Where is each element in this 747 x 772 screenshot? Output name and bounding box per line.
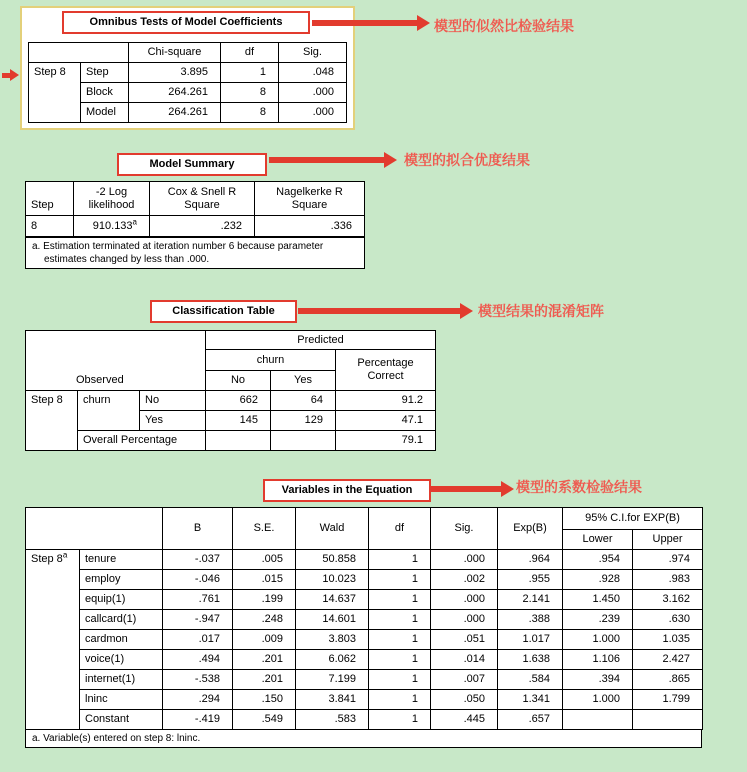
sig-value: .445 — [431, 710, 498, 730]
exp-b-value: .584 — [498, 670, 563, 690]
wald-value: 50.858 — [296, 550, 369, 570]
percentage-correct-header: Percentage Correct — [336, 350, 436, 391]
sig-value: .007 — [431, 670, 498, 690]
lower-value — [563, 710, 633, 730]
wald-value: 6.062 — [296, 650, 369, 670]
cox-snell-value: .232 — [150, 216, 255, 237]
upper-value: 3.162 — [633, 590, 703, 610]
model-summary-annotation-arrow — [269, 152, 397, 168]
se-value: .009 — [233, 630, 296, 650]
model-summary-annotation: 模型的拟合优度结果 — [404, 152, 530, 168]
exp-b-value: .388 — [498, 610, 563, 630]
ci-group-header: 95% C.I.for EXP(B) — [563, 508, 703, 530]
arrow-head-icon — [460, 303, 473, 319]
exp-b-value: 1.341 — [498, 690, 563, 710]
exp-b-value: 1.017 — [498, 630, 563, 650]
se-value: .201 — [233, 670, 296, 690]
pct-correct-value: 91.2 — [336, 391, 436, 411]
lower-value: 1.000 — [563, 630, 633, 650]
variable-name: voice(1) — [80, 650, 163, 670]
b-value: .017 — [163, 630, 233, 650]
b-header: B — [163, 508, 233, 550]
variables-step-label — [26, 550, 80, 730]
df-value: 1 — [221, 63, 279, 83]
lower-value: 1.106 — [563, 650, 633, 670]
variable-name: tenure — [80, 550, 163, 570]
wald-value: 10.023 — [296, 570, 369, 590]
wald-value: .583 — [296, 710, 369, 730]
lower-value: .928 — [563, 570, 633, 590]
b-value: .761 — [163, 590, 233, 610]
omnibus-annotation-arrow — [312, 15, 430, 31]
empty-cell — [206, 431, 271, 451]
sig-value: .050 — [431, 690, 498, 710]
omnibus-annotation: 模型的似然比检验结果 — [434, 18, 574, 34]
sig-value: .000 — [279, 103, 347, 123]
df-header: df — [221, 43, 279, 63]
lower-value: .239 — [563, 610, 633, 630]
variable-name: lninc — [80, 690, 163, 710]
churn-column-group-header: churn — [206, 350, 336, 371]
sig-value: .002 — [431, 570, 498, 590]
df-value: 1 — [369, 670, 431, 690]
upper-value: .974 — [633, 550, 703, 570]
omnibus-row-label: Model — [81, 103, 129, 123]
classification-annotation: 模型结果的混淆矩阵 — [478, 303, 604, 319]
upper-value: .865 — [633, 670, 703, 690]
upper-header: Upper — [633, 530, 703, 550]
lower-header: Lower — [563, 530, 633, 550]
arrow-shaft — [431, 486, 501, 492]
df-value: 1 — [369, 550, 431, 570]
sig-value: .051 — [431, 630, 498, 650]
chi-square-value: 3.895 — [129, 63, 221, 83]
df-value: 1 — [369, 610, 431, 630]
lower-value: 1.000 — [563, 690, 633, 710]
df-header: df — [369, 508, 431, 550]
observed-yes-label: Yes — [140, 411, 206, 431]
chi-square-header: Chi-square — [129, 43, 221, 63]
se-value: .201 — [233, 650, 296, 670]
df-value: 1 — [369, 710, 431, 730]
arrow-shaft — [269, 157, 384, 163]
b-value: .494 — [163, 650, 233, 670]
df-value: 1 — [369, 690, 431, 710]
se-value: .549 — [233, 710, 296, 730]
upper-value — [633, 710, 703, 730]
wald-value: 3.803 — [296, 630, 369, 650]
observed-header: Observed — [26, 331, 206, 391]
variable-name: Constant — [80, 710, 163, 730]
nagelkerke-value: .336 — [255, 216, 365, 237]
log-likelihood-header: -2 Log likelihood — [74, 182, 150, 216]
exp-b-value: .964 — [498, 550, 563, 570]
variable-name: internet(1) — [80, 670, 163, 690]
b-value: -.037 — [163, 550, 233, 570]
exp-b-value: 2.141 — [498, 590, 563, 610]
classification-title: Classification Table — [150, 300, 297, 323]
sig-header: Sig. — [431, 508, 498, 550]
step-pointer-arrow — [2, 69, 19, 81]
arrow-shaft — [2, 73, 10, 78]
wald-value: 3.841 — [296, 690, 369, 710]
classification-step-label: Step 8 — [26, 391, 78, 451]
model-summary-footnote: a. Estimation terminated at iteration number 6 because parameter estimates changed by less than .000. — [25, 237, 365, 269]
churn-row-dim-label: churn — [78, 391, 140, 431]
b-value: -.538 — [163, 670, 233, 690]
step-header: Step — [26, 182, 74, 216]
classification-annotation-arrow — [298, 303, 473, 319]
pred-no-value: 662 — [206, 391, 271, 411]
sig-value: .014 — [431, 650, 498, 670]
lower-value: 1.450 — [563, 590, 633, 610]
se-value: .199 — [233, 590, 296, 610]
df-value: 8 — [221, 83, 279, 103]
se-value: .150 — [233, 690, 296, 710]
df-value: 1 — [369, 590, 431, 610]
variables-title: Variables in the Equation — [263, 479, 431, 502]
sig-value: .000 — [431, 550, 498, 570]
df-value: 1 — [369, 630, 431, 650]
empty-cell — [271, 431, 336, 451]
pred-no-value: 145 — [206, 411, 271, 431]
sig-header: Sig. — [279, 43, 347, 63]
df-value: 1 — [369, 650, 431, 670]
lower-value: .394 — [563, 670, 633, 690]
upper-value: 2.427 — [633, 650, 703, 670]
omnibus-row-label: Block — [81, 83, 129, 103]
se-value: .248 — [233, 610, 296, 630]
step-value: 8 — [26, 216, 74, 237]
se-header: S.E. — [233, 508, 296, 550]
log-likelihood-value — [74, 216, 150, 237]
upper-value: .630 — [633, 610, 703, 630]
wald-value: 7.199 — [296, 670, 369, 690]
omnibus-step-row-label: Step 8 — [29, 63, 81, 123]
step-text: Step 8 — [31, 553, 63, 565]
exp-b-value: 1.638 — [498, 650, 563, 670]
sig-value: .000 — [431, 610, 498, 630]
sig-value: .048 — [279, 63, 347, 83]
footnote-marker: a — [62, 550, 68, 560]
upper-value: 1.799 — [633, 690, 703, 710]
wald-value: 14.637 — [296, 590, 369, 610]
df-value: 8 — [221, 103, 279, 123]
variables-annotation: 模型的系数检验结果 — [516, 479, 642, 495]
yes-column-header: Yes — [271, 371, 336, 391]
overall-percentage-label: Overall Percentage — [78, 431, 206, 451]
arrow-shaft — [312, 20, 417, 26]
footnote-marker: a — [132, 216, 137, 226]
exp-b-value: .657 — [498, 710, 563, 730]
arrow-head-icon — [10, 69, 19, 81]
wald-header: Wald — [296, 508, 369, 550]
b-value: .294 — [163, 690, 233, 710]
omnibus-title: Omnibus Tests of Model Coefficients — [62, 11, 310, 34]
se-value: .005 — [233, 550, 296, 570]
blank-corner-cell — [29, 43, 129, 63]
variable-name: cardmon — [80, 630, 163, 650]
variables-annotation-arrow — [431, 481, 514, 497]
classification-table — [25, 330, 436, 451]
variables-footnote: a. Variable(s) entered on step 8: lninc. — [25, 729, 702, 748]
se-value: .015 — [233, 570, 296, 590]
model-summary-title: Model Summary — [117, 153, 267, 176]
arrow-head-icon — [417, 15, 430, 31]
upper-value: .983 — [633, 570, 703, 590]
variable-name: equip(1) — [80, 590, 163, 610]
sig-value: .000 — [279, 83, 347, 103]
variables-table — [25, 507, 703, 730]
df-value: 1 — [369, 570, 431, 590]
arrow-head-icon — [384, 152, 397, 168]
variable-name: employ — [80, 570, 163, 590]
variable-name: callcard(1) — [80, 610, 163, 630]
pct-correct-value: 79.1 — [336, 431, 436, 451]
pct-correct-value: 47.1 — [336, 411, 436, 431]
b-value: -.947 — [163, 610, 233, 630]
pred-yes-value: 129 — [271, 411, 336, 431]
b-value: -.046 — [163, 570, 233, 590]
upper-value: 1.035 — [633, 630, 703, 650]
predicted-header: Predicted — [206, 331, 436, 350]
lower-value: .954 — [563, 550, 633, 570]
model-summary-table — [25, 181, 365, 237]
pred-yes-value: 64 — [271, 391, 336, 411]
log-likelihood-number: 910.133 — [92, 219, 133, 232]
chi-square-value: 264.261 — [129, 103, 221, 123]
observed-no-label: No — [140, 391, 206, 411]
no-column-header: No — [206, 371, 271, 391]
omnibus-table — [28, 42, 347, 123]
chi-square-value: 264.261 — [129, 83, 221, 103]
omnibus-row-label: Step — [81, 63, 129, 83]
arrow-shaft — [298, 308, 460, 314]
nagelkerke-header: Nagelkerke R Square — [255, 182, 365, 216]
exp-b-value: .955 — [498, 570, 563, 590]
blank-corner-cell — [26, 508, 163, 550]
wald-value: 14.601 — [296, 610, 369, 630]
cox-snell-header: Cox & Snell R Square — [150, 182, 255, 216]
b-value: -.419 — [163, 710, 233, 730]
sig-value: .000 — [431, 590, 498, 610]
arrow-head-icon — [501, 481, 514, 497]
exp-b-header: Exp(B) — [498, 508, 563, 550]
